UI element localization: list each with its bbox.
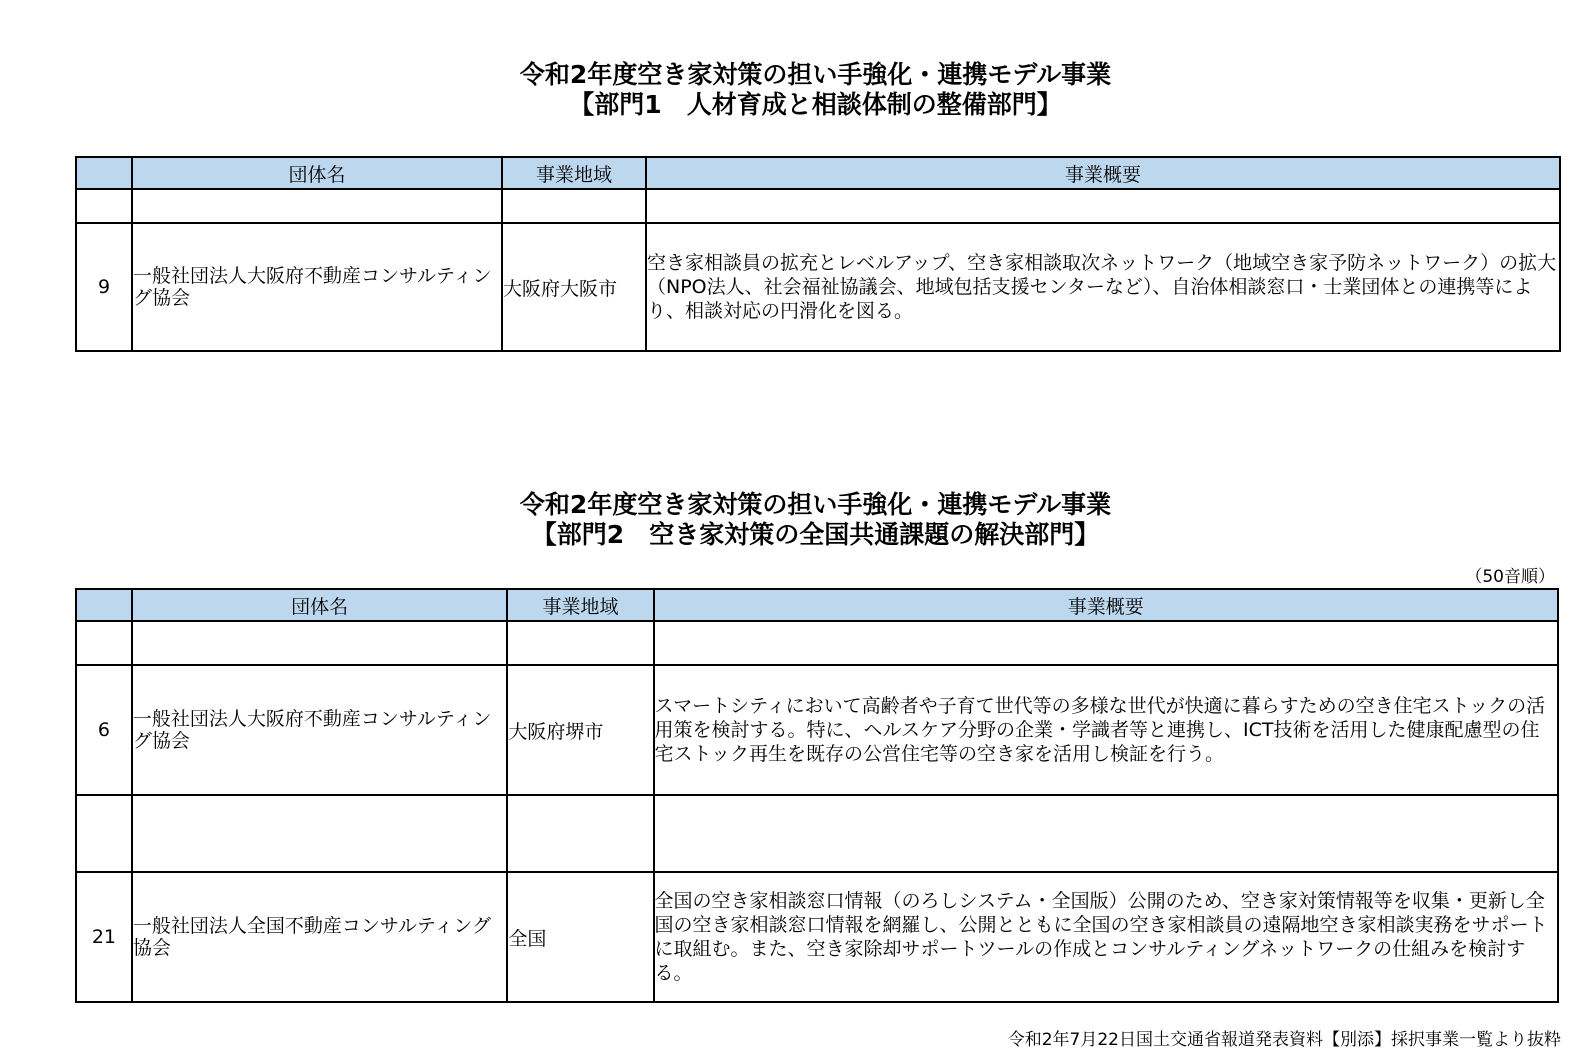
row-no: 9 <box>76 223 132 351</box>
table-row <box>76 189 1560 223</box>
header-no <box>76 589 132 621</box>
header-org: 団体名 <box>132 157 502 189</box>
row-no <box>76 795 132 872</box>
header-region: 事業地域 <box>502 157 646 189</box>
header-no <box>76 157 132 189</box>
table-row <box>76 621 1558 665</box>
row-no <box>76 621 132 665</box>
row-region: 大阪府堺市 <box>507 665 653 795</box>
row-summary: 全国の空き家相談窓口情報（のろしシステム・全国版）公開のため、空き家対策情報等を収集・更新し全国の空き家相談窓口情報を網羅し、公開とともに全国の空き家相談員の遠隔地空き家相談実務をサポートに取組む。また、空き家除却サポートツールの作成とコンサルティングネットワークの仕組みを検討する。 <box>654 872 1558 1002</box>
row-region <box>502 189 646 223</box>
section2-table <box>75 588 1559 1003</box>
section1-title <box>0 60 1591 120</box>
row-org: 一般社団法人大阪府不動産コンサルティング協会 <box>132 223 502 351</box>
section1-title-line2: 【部門1 人材育成と相談体制の整備部門】 <box>569 90 1062 119</box>
source-note: 令和2年7月22日国土交通省報道発表資料【別添】採択事業一覧より抜粋 <box>1007 1030 1561 1050</box>
row-no: 21 <box>76 872 132 1002</box>
header-summary: 事業概要 <box>654 589 1558 621</box>
table-row <box>76 223 1560 351</box>
row-summary: スマートシティにおいて高齢者や子育て世代等の多様な世代が快適に暮らすための空き住宅ストックの活用策を検討する。特に、ヘルスケア分野の企業・学識者等と連携し、ICT技術を活用した健康配慮型の住宅ストック再生を既存の公営住宅等の空き家を活用し検証を行う。 <box>654 665 1558 795</box>
row-org <box>132 189 502 223</box>
section2-title <box>0 490 1591 550</box>
header-region: 事業地域 <box>507 589 653 621</box>
order-note: （50音順） <box>1465 567 1555 587</box>
row-org: 一般社団法人大阪府不動産コンサルティング協会 <box>132 665 508 795</box>
row-region: 大阪府大阪市 <box>502 223 646 351</box>
table-header-row <box>76 157 1560 189</box>
row-summary <box>654 621 1558 665</box>
table-row <box>76 665 1558 795</box>
section2-title-line1: 令和2年度空き家対策の担い手強化・連携モデル事業 <box>519 490 1112 519</box>
row-org <box>132 621 508 665</box>
header-org: 団体名 <box>132 589 508 621</box>
row-org: 一般社団法人全国不動産コンサルティング協会 <box>132 872 508 1002</box>
section2-title-line2: 【部門2 空き家対策の全国共通課題の解決部門】 <box>531 520 1100 549</box>
row-org <box>132 795 508 872</box>
section1-table <box>75 156 1561 352</box>
row-region <box>507 795 653 872</box>
row-summary: 空き家相談員の拡充とレベルアップ、空き家相談取次ネットワーク（地域空き家予防ネットワーク）の拡大（NPO法人、社会福祉協議会、地域包括支援センターなど）、自治体相談窓口・士業団体との連携等により、相談対応の円滑化を図る。 <box>646 223 1560 351</box>
row-summary <box>646 189 1560 223</box>
table-row <box>76 795 1558 872</box>
table-row <box>76 872 1558 1002</box>
section1-title-line1: 令和2年度空き家対策の担い手強化・連携モデル事業 <box>519 60 1112 89</box>
row-summary <box>654 795 1558 872</box>
header-summary: 事業概要 <box>646 157 1560 189</box>
row-no <box>76 189 132 223</box>
row-region: 全国 <box>507 872 653 1002</box>
row-no: 6 <box>76 665 132 795</box>
table-header-row <box>76 589 1558 621</box>
row-region <box>507 621 653 665</box>
